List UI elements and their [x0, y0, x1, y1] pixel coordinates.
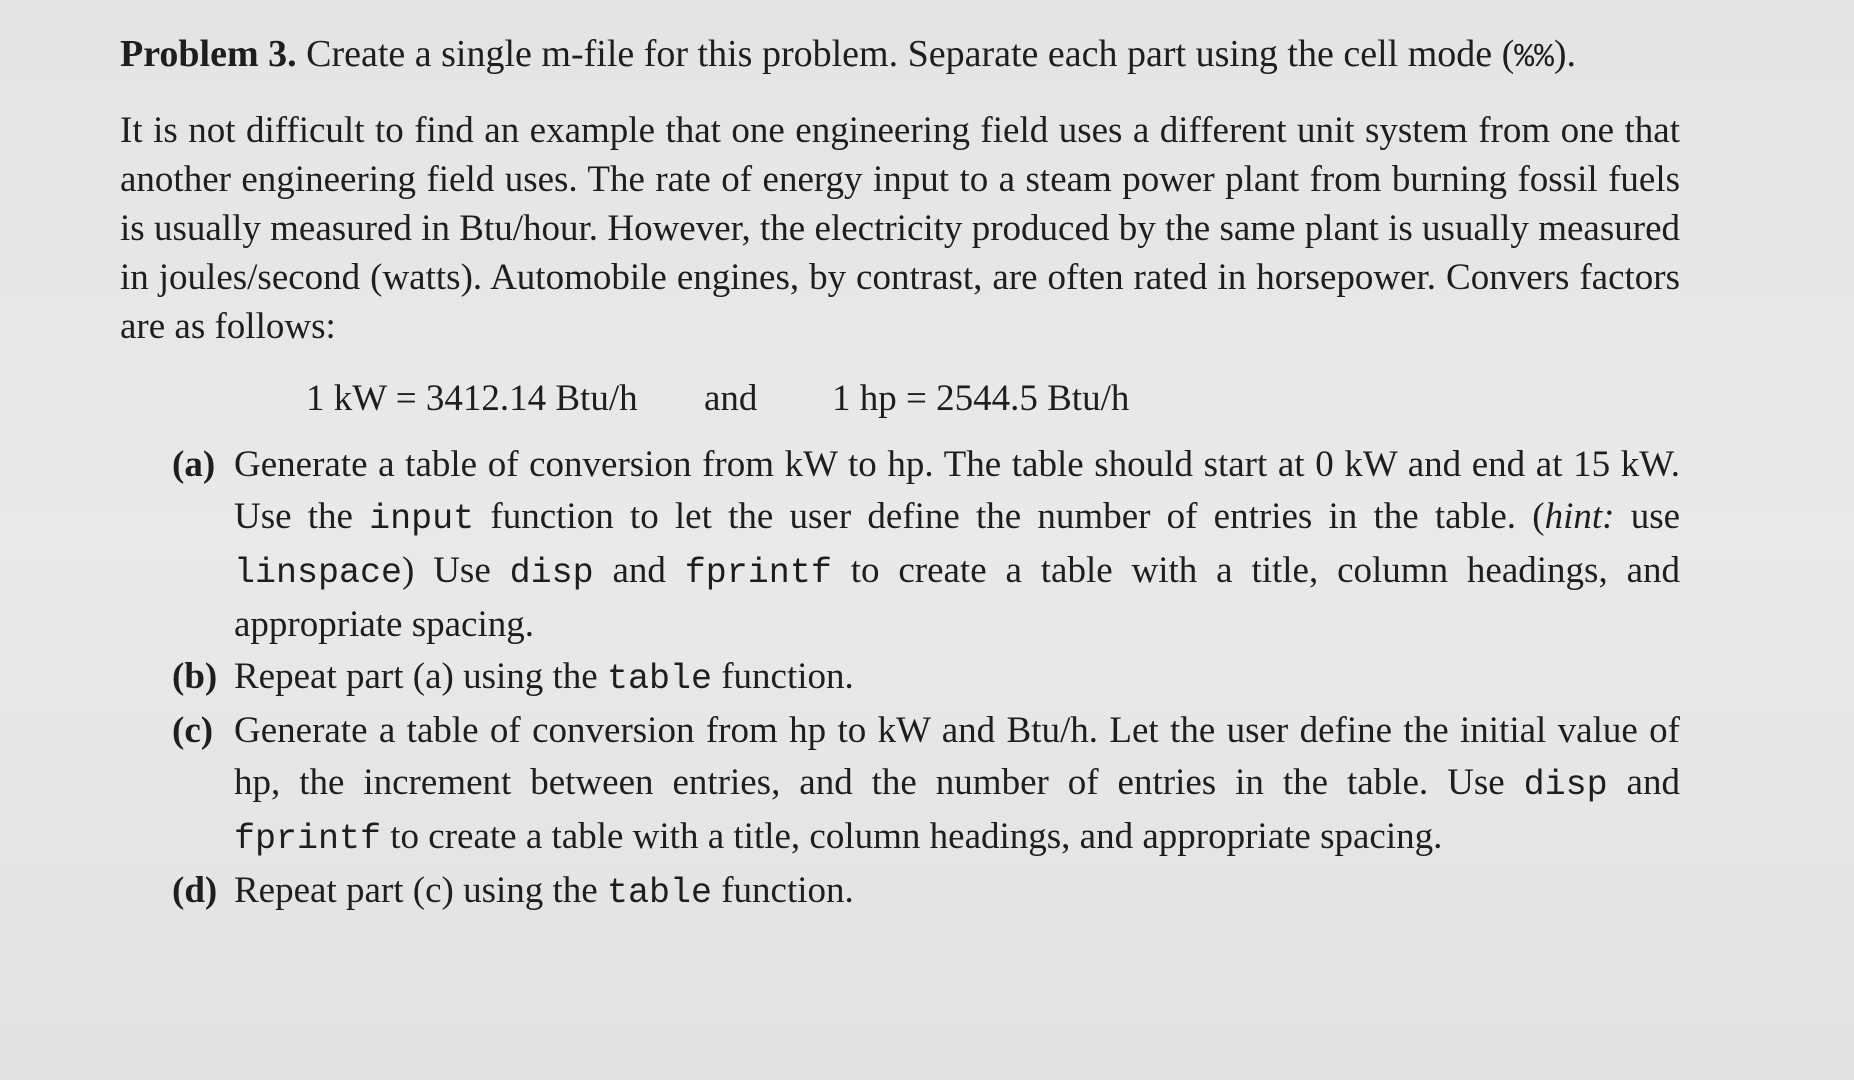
code-table: table [606, 873, 712, 913]
problem-document [120, 28, 1680, 919]
intro-paragraph: It is not difficult to find an example that one engineering field uses a different unit system from one that another engineering field uses. The rate of energy input to a steam power plant from burning fossil fuels is usually measured in Btu/hour. However, the electricity produced by the same plant is usually measured in joules/second (watts). Automobile engines, by contrast, are often rated in horsepower. Convers factors are as follows: [120, 110, 1680, 347]
hint-label: hint: [1544, 496, 1615, 537]
code-disp: disp [509, 553, 594, 593]
problem-instruction: Create a single m-file for this problem. Separate each part using the cell mode ( [306, 33, 1515, 75]
cell-mode-code: %% [1514, 39, 1554, 76]
part-a-t2: function to let the user define the number of entries in the table. ( [474, 496, 1545, 537]
problem-heading [120, 28, 1680, 84]
part-a-label: (a) [172, 444, 216, 485]
part-a-t4: ) Use [402, 550, 510, 591]
part-a-t6: to create a table with a title, column headings, and appropriate spacing. [234, 550, 1680, 645]
part-c-label: (c) [172, 710, 214, 751]
problem-instruction-end: ). [1553, 33, 1577, 75]
code-linspace: linspace [234, 553, 403, 593]
conversion-equations [120, 373, 1680, 425]
code-fprintf: fprintf [234, 819, 382, 859]
part-a-t1: Generate a table of conversion from kW to hp. The table should start at 0 kW and end at 15 kW. Use the [234, 444, 1680, 537]
part-d [172, 865, 1680, 919]
part-b [172, 651, 1680, 705]
hp-conversion: 1 hp = 2544.5 Btu/h [832, 378, 1130, 419]
part-c-t3: to create a table with a title, column headings, and appropriate spacing. [381, 816, 1443, 857]
part-b-t1: Repeat part (a) using the [234, 656, 607, 697]
part-b-text [234, 651, 1680, 705]
part-c [172, 705, 1680, 865]
code-input: input [369, 499, 475, 539]
part-d-t2: function. [711, 870, 854, 911]
code-fprintf: fprintf [684, 553, 832, 593]
code-disp: disp [1523, 765, 1608, 805]
part-c-t2: and [1607, 762, 1680, 803]
equation-and: and [704, 378, 758, 419]
part-d-text [234, 865, 1680, 919]
part-a-t5: and [593, 550, 685, 591]
part-b-label: (b) [172, 656, 218, 697]
part-d-t1: Repeat part (c) using the [234, 870, 607, 911]
problem-parts [172, 439, 1680, 919]
kw-conversion: 1 kW = 3412.14 Btu/h [306, 378, 638, 419]
problem-label: Problem 3. [120, 33, 297, 75]
part-b-t2: function. [711, 656, 854, 697]
part-a-t3: use [1614, 496, 1681, 537]
part-a-text [234, 439, 1680, 651]
part-c-text [234, 705, 1680, 865]
part-c-t1: Generate a table of conversion from hp to kW and Btu/h. Let the user define the initial value of hp, the increment between entries, and the number of entries in the table. Use [234, 710, 1680, 803]
part-a [172, 439, 1680, 651]
part-d-label: (d) [172, 870, 218, 911]
code-table: table [606, 659, 712, 699]
